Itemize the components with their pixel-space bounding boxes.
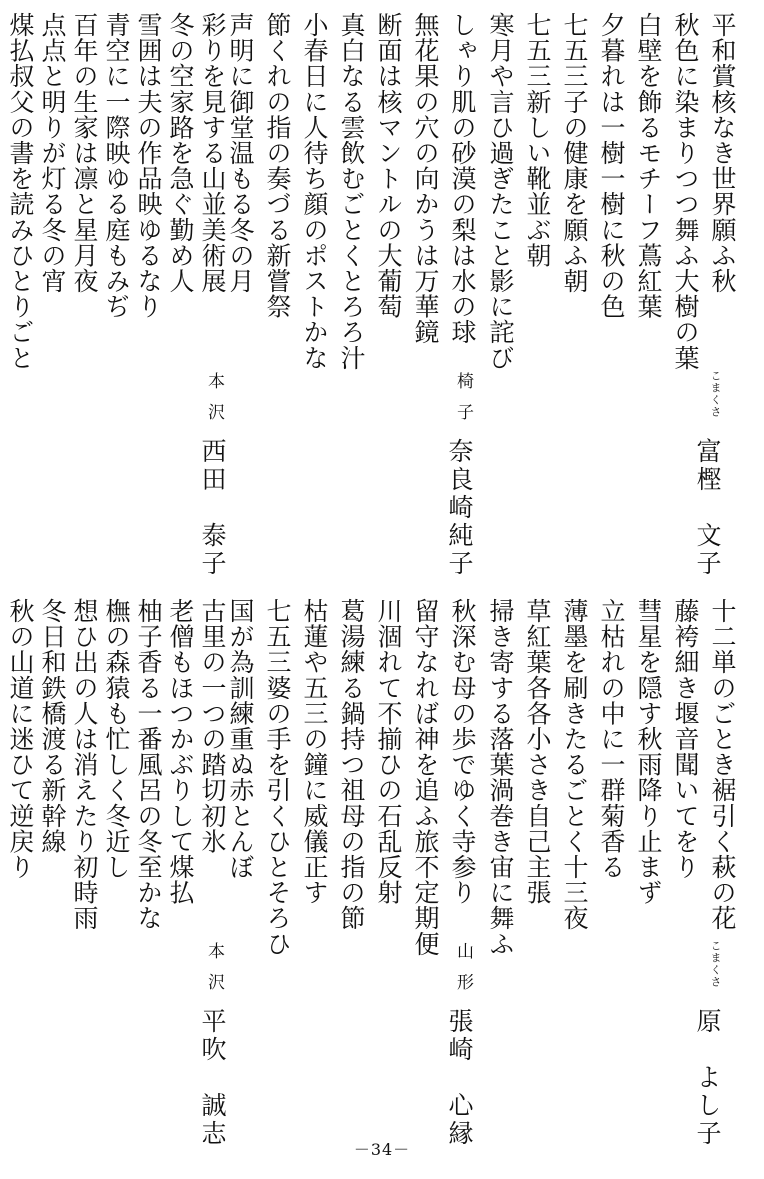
haiku-line: 想ひ出の人は消えたり初時雨 xyxy=(70,598,99,931)
haiku-line: 立枯れの中に一群菊香る xyxy=(597,598,626,880)
haiku-line: 秋深む母の歩でゆく寺参り xyxy=(448,598,477,906)
haiku-line: 声明に御堂温もる冬の月 xyxy=(226,12,255,294)
haiku-line: 白壁を飾るモチーフ蔦紅葉 xyxy=(634,12,663,320)
author-name: 西田 泰子 xyxy=(198,438,227,578)
haiku-line: 雪囲は夫の作品映ゆるなり xyxy=(134,12,163,320)
haiku-line: 十二単のごとき裾引く萩の花 xyxy=(708,598,737,931)
haiku-line: 彗星を隠す秋雨降り止まず xyxy=(634,598,663,906)
haiku-line: 葛湯練る鍋持つ祖母の指の節 xyxy=(337,598,366,931)
haiku-line: 寒月や言ひ過ぎたこと影に詫び xyxy=(486,12,515,371)
bottom-section xyxy=(0,570,764,1148)
haiku-line: 節くれの指の奏づる新嘗祭 xyxy=(263,12,292,320)
author-name: 奈良崎純子 xyxy=(445,438,474,578)
haiku-line: 煤払叔父の書を読みひとりごと xyxy=(6,12,35,371)
author-prefecture: 本沢 xyxy=(204,372,224,434)
haiku-line: 川涸れて不揃ひの石乱反射 xyxy=(374,598,403,906)
haiku-line: 薄墨を刷きたるごとく十三夜 xyxy=(560,598,589,931)
haiku-line: 無花果の穴の向かうは万華鏡 xyxy=(411,12,440,345)
author-prefecture: 椅子 xyxy=(453,372,473,434)
haiku-line: 掃き寄する落葉渦巻き宙に舞ふ xyxy=(486,598,515,957)
haiku-line: 百年の生家は凛と星月夜 xyxy=(70,12,99,294)
author-name: 原 よし子 xyxy=(693,1008,722,1148)
haiku-line: 彩りを見する山並美術展 xyxy=(198,12,227,294)
haiku-line: 国が為訓練重ぬ赤とんぼ xyxy=(226,598,255,880)
haiku-line: 冬の空家路を急ぐ勤め人 xyxy=(166,12,195,294)
top-section xyxy=(0,0,764,578)
haiku-line: 青空に一際映ゆる庭もみぢ xyxy=(102,12,131,320)
haiku-line: 草紅葉各各小さき自己主張 xyxy=(523,598,552,906)
haiku-line: 真白なる雲飲むごとくとろろ汁 xyxy=(337,12,366,371)
author-ruby: こまくさ xyxy=(709,940,722,988)
haiku-line: 点点と明りが灯る冬の宵 xyxy=(38,12,67,294)
haiku-line: 七五三婆の手を引くひとそろひ xyxy=(263,598,292,957)
author-name: 張崎 心縁 xyxy=(445,1008,474,1148)
haiku-line: しゃり肌の砂漠の梨は水の球 xyxy=(448,12,477,345)
haiku-line: 平和賞核なき世界願ふ秋 xyxy=(708,12,737,294)
author-prefecture: 山形 xyxy=(453,942,473,1004)
haiku-line: 老僧もほつかぶりして煤払 xyxy=(166,598,195,906)
haiku-line: 柚子香る一番風呂の冬至かな xyxy=(134,598,163,931)
haiku-line: 七五三新しい靴並ぶ朝 xyxy=(523,12,552,268)
haiku-line: 夕暮れは一樹一樹に秋の色 xyxy=(597,12,626,320)
haiku-line: 断面は核マントルの大葡萄 xyxy=(374,12,403,320)
page-number: －34－ xyxy=(353,1140,411,1159)
haiku-line: 橅の森猿も忙しく冬近し xyxy=(102,598,131,880)
author-ruby: こまくさ xyxy=(709,370,722,418)
haiku-line: 枯蓮や五三の鐘に威儀正す xyxy=(300,598,329,906)
haiku-line: 秋の山道に迷ひて逆戻り xyxy=(6,598,35,880)
haiku-line: 七五三子の健康を願ふ朝 xyxy=(560,12,589,294)
haiku-line: 藤袴細き堰音聞いてをり xyxy=(671,598,700,880)
author-prefecture: 本沢 xyxy=(204,942,224,1004)
author-name: 平吹 誠志 xyxy=(198,1008,227,1148)
author-name: 富樫 文子 xyxy=(693,438,722,578)
haiku-line: 秋色に染まりつつ舞ふ大樹の葉 xyxy=(671,12,700,371)
haiku-line: 留守なれば神を追ふ旅不定期便 xyxy=(411,598,440,957)
haiku-line: 小春日に人待ち顔のポストかな xyxy=(300,12,329,371)
haiku-line: 古里の一つの踏切初氷 xyxy=(198,598,227,854)
haiku-line: 冬日和鉄橋渡る新幹線 xyxy=(38,598,67,854)
